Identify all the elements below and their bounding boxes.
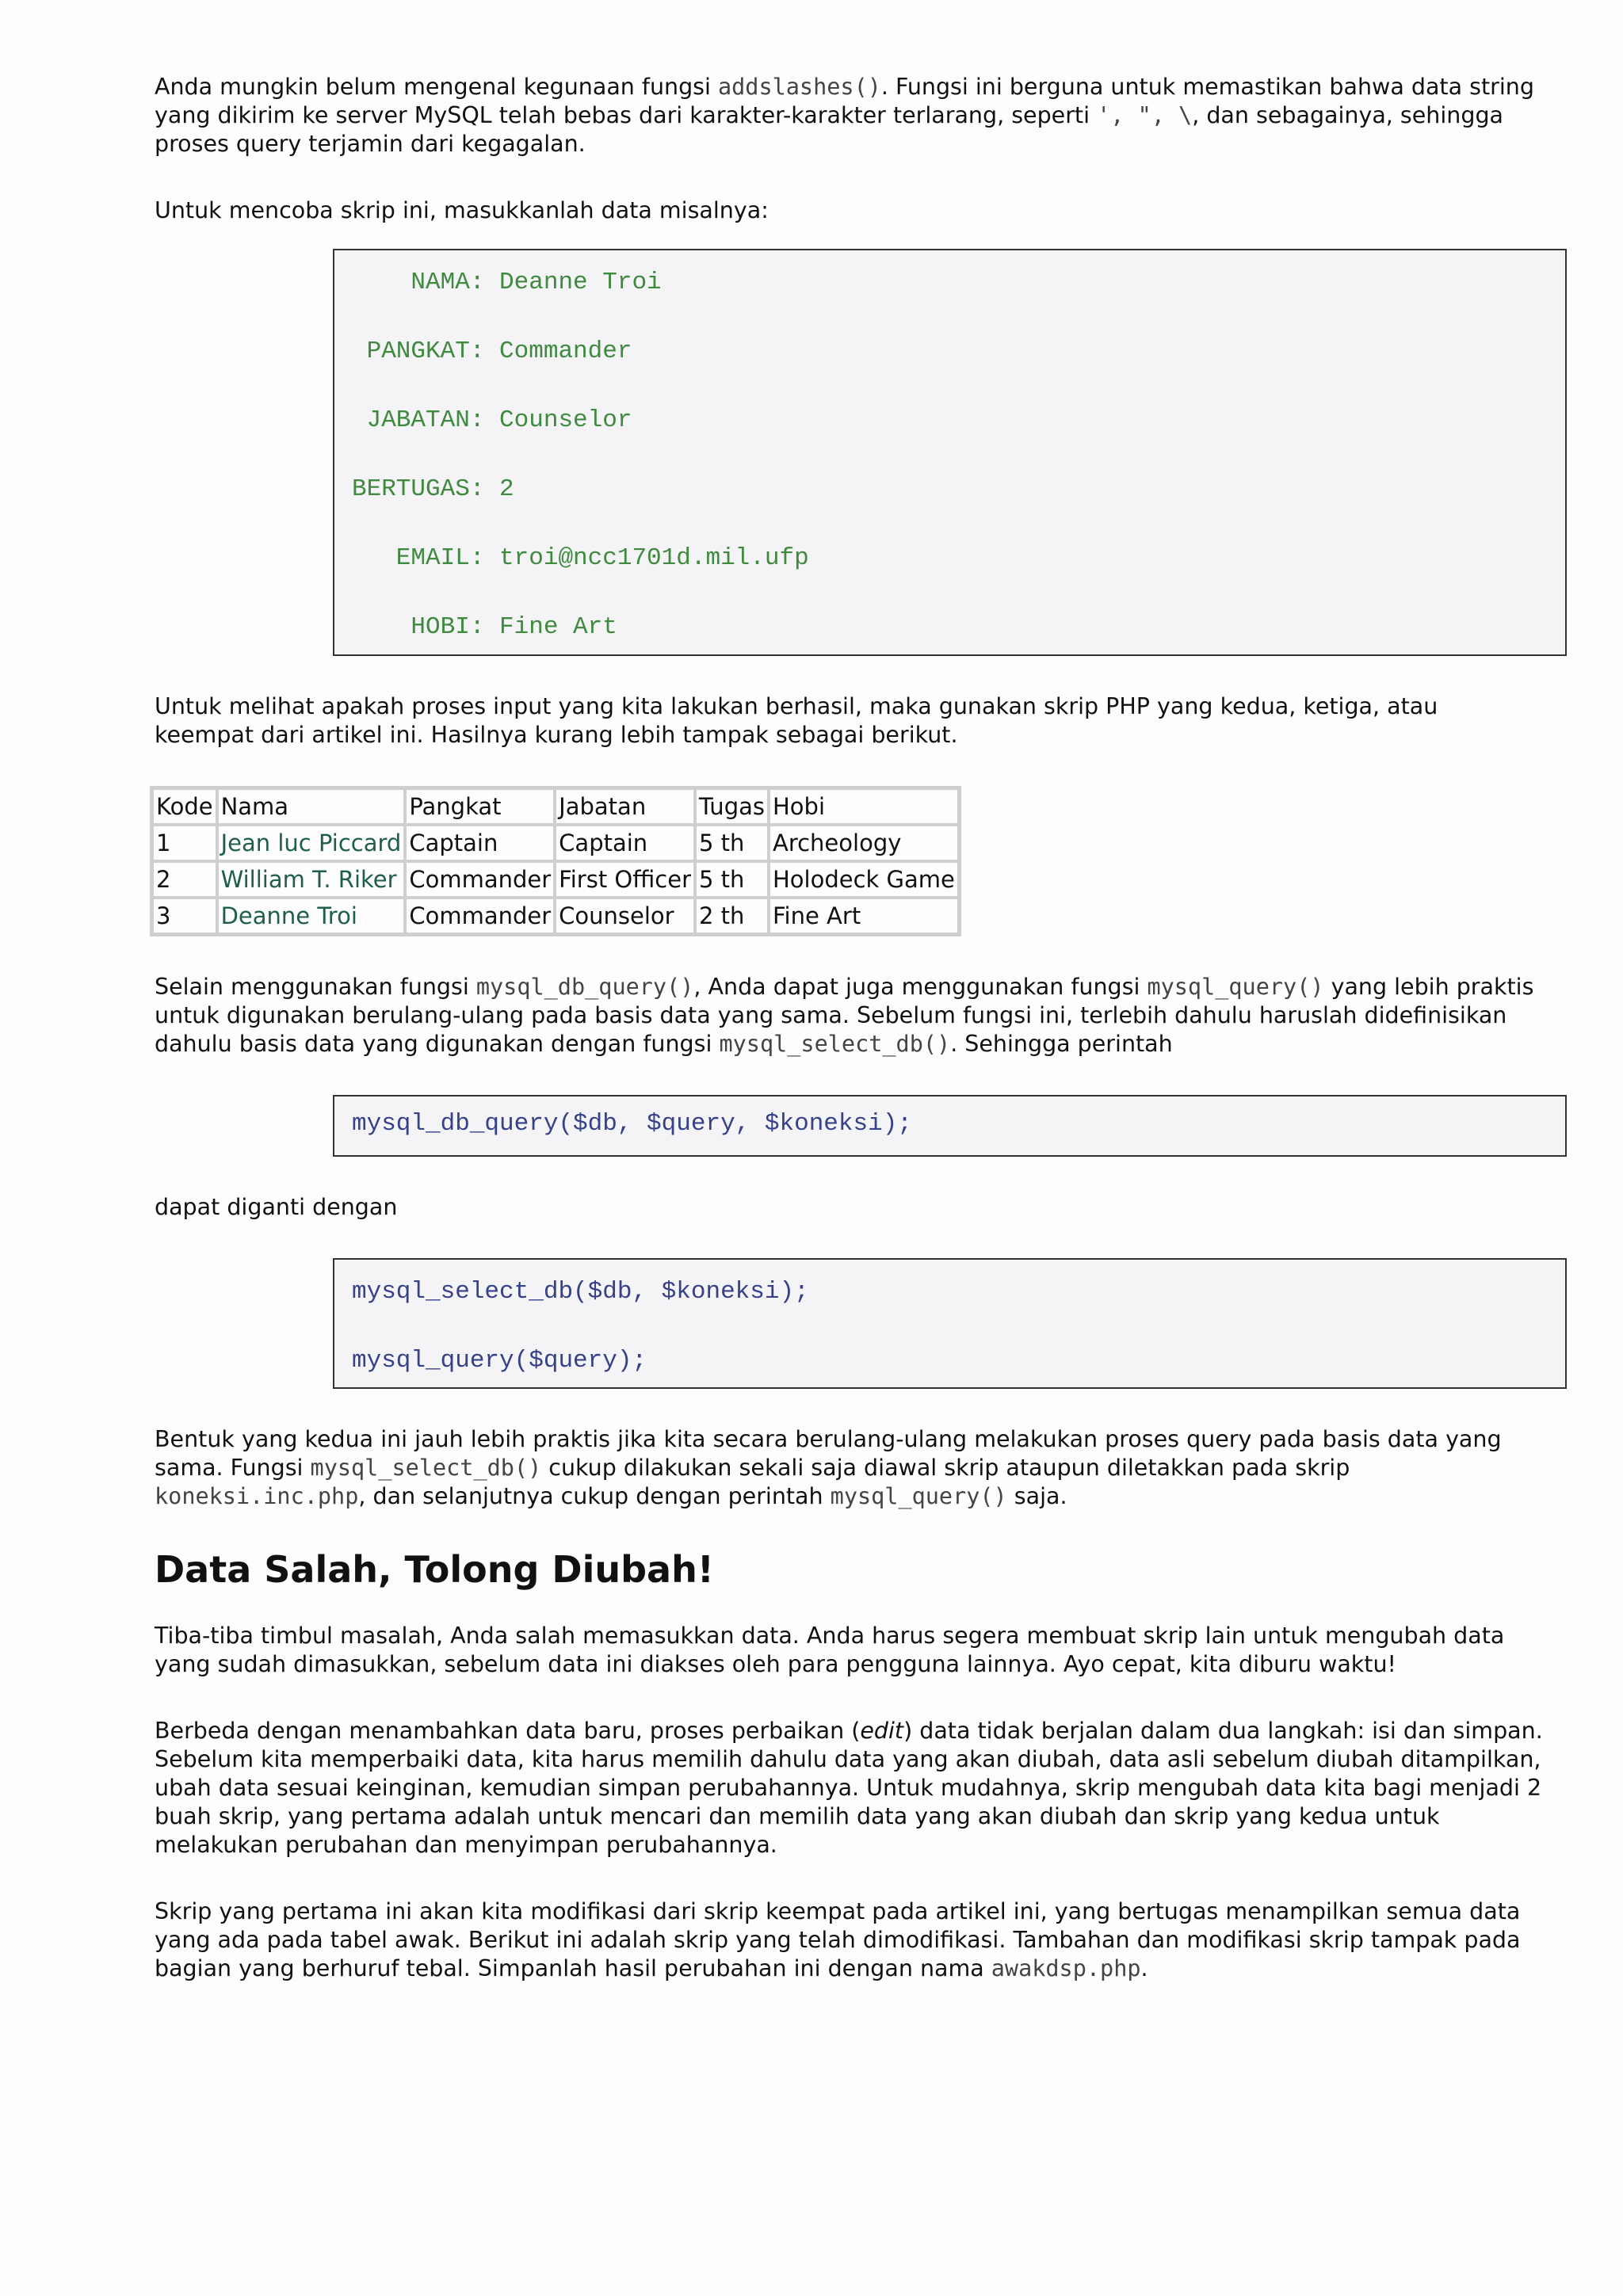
inline-code: awakdsp.php bbox=[991, 1955, 1141, 1981]
paragraph-edit-steps: Berbeda dengan menambahkan data baru, proses perbaikan (edit) data tidak berjalan dalam dua langkah: isi dan simpan. Sebelum kita memperbaiki data, kita harus memilih dahulu data yang akan diubah, data asli sebelum diubah ditampilkan, ubah data sesuai keinginan, kemudian simpan perubahannya. Untuk mudahnya, skrip mengubah data kita bagi menjadi 2 buah skrip, yang pertama adalah untuk mencari dan memilih data yang akan diubah dan skrip yang kedua untuk melakukan perubahan dan menyimpan perubahannya. bbox=[155, 1718, 1543, 1858]
paragraph-try-script: Untuk mencoba skrip ini, masukkanlah data misalnya: bbox=[155, 197, 769, 223]
table-header-row bbox=[152, 788, 959, 825]
table-row bbox=[152, 898, 959, 934]
table-cell: Counselor bbox=[555, 898, 695, 934]
table-cell: Fine Art bbox=[769, 898, 959, 934]
table-cell: Captain bbox=[555, 825, 695, 861]
code-box-db-query bbox=[333, 1095, 1567, 1157]
table-header-cell: Pangkat bbox=[405, 788, 555, 825]
table-header-cell: Hobi bbox=[769, 788, 959, 825]
inline-code: addslashes() bbox=[717, 74, 881, 100]
table-row bbox=[152, 861, 959, 898]
code-line: NAMA: Deanne Troi bbox=[352, 269, 662, 296]
code-line: mysql_query($query); bbox=[352, 1347, 647, 1375]
table-header-cell: Kode bbox=[152, 788, 217, 825]
inline-code: mysql_db_query() bbox=[475, 974, 694, 1000]
name-link[interactable]: Deanne Troi bbox=[217, 898, 406, 934]
table-cell: Holodeck Game bbox=[769, 861, 959, 898]
paragraph-replace-with: dapat diganti dengan bbox=[155, 1194, 398, 1220]
code-box-select-db bbox=[333, 1258, 1567, 1389]
table-header-cell: Jabatan bbox=[555, 788, 695, 825]
table-cell: 5 th bbox=[695, 861, 769, 898]
inline-code: mysql_query() bbox=[1147, 974, 1324, 1000]
table-cell: 1 bbox=[152, 825, 217, 861]
paragraph-addslashes: Anda mungkin belum mengenal kegunaan fungsi addslashes(). Fungsi ini berguna untuk memastikan bahwa data string yang dikirim ke server MySQL telah bebas dari karakter-karakter terlarang, seperti ', ", \, dan sebagainya, sehingga proses query terjamin dari kegagalan. bbox=[155, 74, 1534, 157]
result-table bbox=[150, 786, 961, 936]
name-link[interactable]: Jean luc Piccard bbox=[217, 825, 406, 861]
section-heading: Data Salah, Tolong Diubah! bbox=[155, 1548, 714, 1591]
inline-code: mysql_select_db() bbox=[719, 1031, 951, 1057]
inline-code: mysql_select_db() bbox=[310, 1455, 542, 1481]
paragraph-check-input: Untuk melihat apakah proses input yang kita lakukan berhasil, maka gunakan skrip PHP yang kedua, ketiga, atau keempat dari artikel ini. Hasilnya kurang lebih tampak sebagai berikut. bbox=[155, 693, 1438, 748]
table-cell: Captain bbox=[405, 825, 555, 861]
paragraph-problem: Tiba-tiba timbul masalah, Anda salah memasukkan data. Anda harus segera membuat skrip lain untuk mengubah data yang sudah dimasukkan, sebelum data ini diakses oleh para pengguna lainnya. Ayo cepat, kita diburu waktu! bbox=[155, 1623, 1505, 1677]
table-header-cell: Tugas bbox=[695, 788, 769, 825]
paragraph-mysql-query: Selain menggunakan fungsi mysql_db_query(), Anda dapat juga menggunakan fungsi mysql_query() yang lebih praktis untuk digunakan berulang-ulang pada basis data yang sama. Sebelum fungsi ini, terlebih dahulu haruslah didefinisikan dahulu basis data yang digunakan dengan fungsi mysql_select_db(). Sehingga perintah bbox=[155, 974, 1534, 1057]
code-line: BERTUGAS: 2 bbox=[352, 475, 514, 503]
inline-code: koneksi.inc.php bbox=[155, 1483, 359, 1509]
code-line: EMAIL: troi@ncc1701d.mil.ufp bbox=[352, 544, 809, 572]
table-cell: Commander bbox=[405, 861, 555, 898]
code-line: mysql_select_db($db, $koneksi); bbox=[352, 1278, 809, 1306]
table-cell: Commander bbox=[405, 898, 555, 934]
document-page bbox=[155, 73, 1573, 1983]
paragraph-first-script: Skrip yang pertama ini akan kita modifikasi dari skrip keempat pada artikel ini, yang bertugas menampilkan semua data yang ada pada tabel awak. Berikut ini adalah skrip yang telah dimodifikasi. Tambahan dan modifikasi skrip tampak pada bagian yang berhuruf tebal. Simpanlah hasil perubahan ini dengan nama awakdsp.php. bbox=[155, 1898, 1521, 1981]
code-line: PANGKAT: Commander bbox=[352, 338, 632, 365]
inline-code: mysql_query() bbox=[830, 1483, 1007, 1509]
name-link[interactable]: William T. Riker bbox=[217, 861, 406, 898]
code-line: mysql_db_query($db, $query, $koneksi); bbox=[352, 1110, 912, 1138]
code-line: JABATAN: Counselor bbox=[352, 406, 632, 434]
table-cell: 3 bbox=[152, 898, 217, 934]
table-cell: 2 th bbox=[695, 898, 769, 934]
inline-code: ', ", \ bbox=[1097, 102, 1193, 128]
input-example-box bbox=[333, 249, 1567, 656]
table-cell: 5 th bbox=[695, 825, 769, 861]
code-line: HOBI: Fine Art bbox=[352, 613, 617, 641]
table-cell: 2 bbox=[152, 861, 217, 898]
paragraph-second-form: Bentuk yang kedua ini jauh lebih praktis jika kita secara berulang-ulang melakukan proses query pada basis data yang sama. Fungsi mysql_select_db() cukup dilakukan sekali saja diawal skrip ataupun diletakkan pada skrip koneksi.inc.php, dan selanjutnya cukup dengan perintah mysql_query() saja. bbox=[155, 1426, 1502, 1509]
table-header-cell: Nama bbox=[217, 788, 406, 825]
table-cell: Archeology bbox=[769, 825, 959, 861]
table-row bbox=[152, 825, 959, 861]
table-cell: First Officer bbox=[555, 861, 695, 898]
